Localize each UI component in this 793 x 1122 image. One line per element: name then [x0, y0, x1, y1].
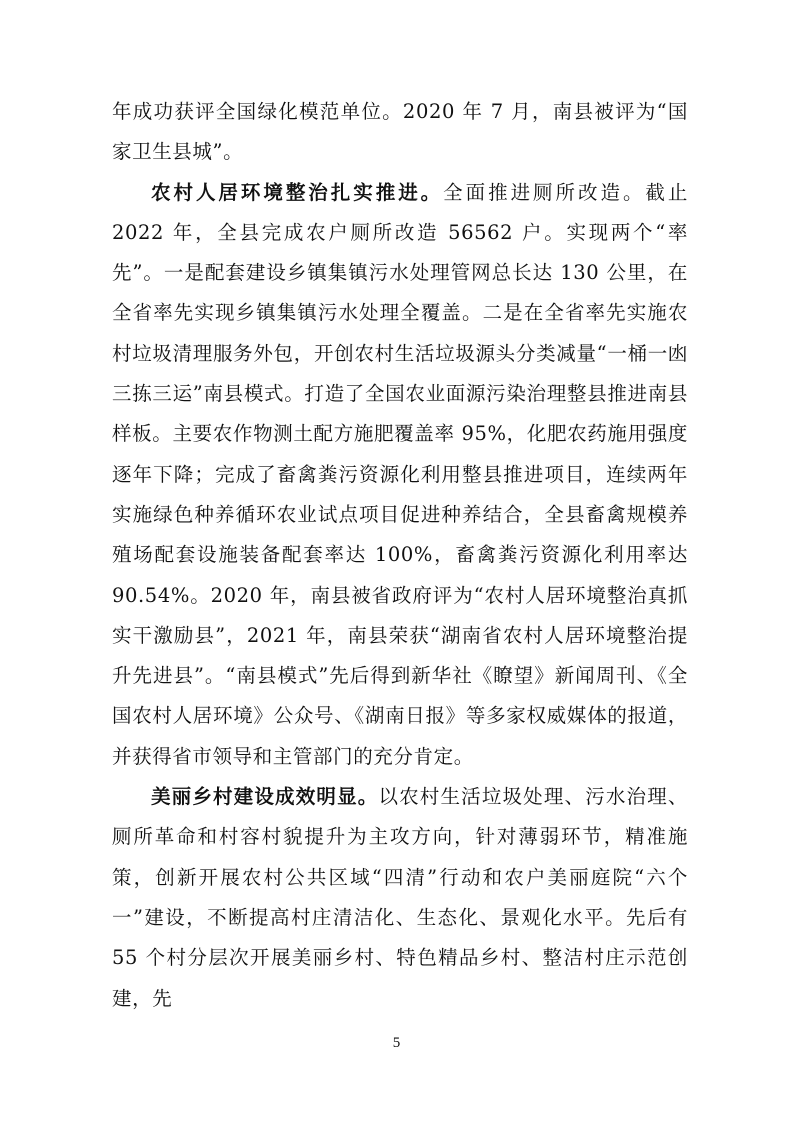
paragraph-1 [112, 92, 688, 173]
body-text [112, 92, 688, 1019]
paragraph-3-text: 以农村生活垃圾处理、污水治理、厕所革命和村容村貌提升为主攻方向，针对薄弱环节，精准施策，创新开展农村公共区域“四清”行动和农户美丽庭院“六个一”建设，不断提高村庄清洁化、生态化、景观化水平。先后有 55 个村分层次开展美丽乡村、特色精品乡村、整洁村庄示范创建，先 [112, 785, 688, 1010]
paragraph-3 [112, 777, 688, 1019]
paragraph-2-text: 全面推进厕所改造。截止 2022 年，全县完成农户厕所改造 56562 户。实现两个“率先”。一是配套建设乡镇集镇污水处理管网总长达 130 公里，在全省率先实现乡镇集镇污水处理全覆盖。二是在全省率先实施农村垃圾清理服务外包，开创农村生活垃圾源头分类减量“一桶一凼三拣三运”南县模式。打造了全国农业面源污染治理整县推进南县样板。主要农作物测土配方施肥覆盖率 95%，化肥农药施用强度逐年下降；完成了畜禽粪污资源化利用整县推进项目，连续两年实施绿色种养循环农业试点项目促进种养结合，全县畜禽规模养殖场配套设施装备配套率达 100%，畜禽粪污资源化利用率达 90.54%。2020 年，南县被省政府评为“农村人居环境整治真抓实干激励县”，2021 年，南县荣获“湖南省农村人居环境整治提升先进县”。“南县模式”先后得到新华社《瞭望》新闻周刊、《全国农村人居环境》公众号、《湖南日报》等多家权威媒体的报道，并获得省市领导和主管部门的充分肯定。 [112, 180, 688, 768]
paragraph-2-lead: 农村人居环境整治扎实推进。 [151, 180, 444, 204]
page-number: 5 [392, 1035, 401, 1051]
paragraph-2 [112, 173, 688, 777]
paragraph-1-text: 年成功获评全国绿化模范单位。2020 年 7 月，南县被评为“国家卫生县城”。 [112, 100, 689, 164]
paragraph-3-lead: 美丽乡村建设成效明显。 [151, 785, 379, 809]
